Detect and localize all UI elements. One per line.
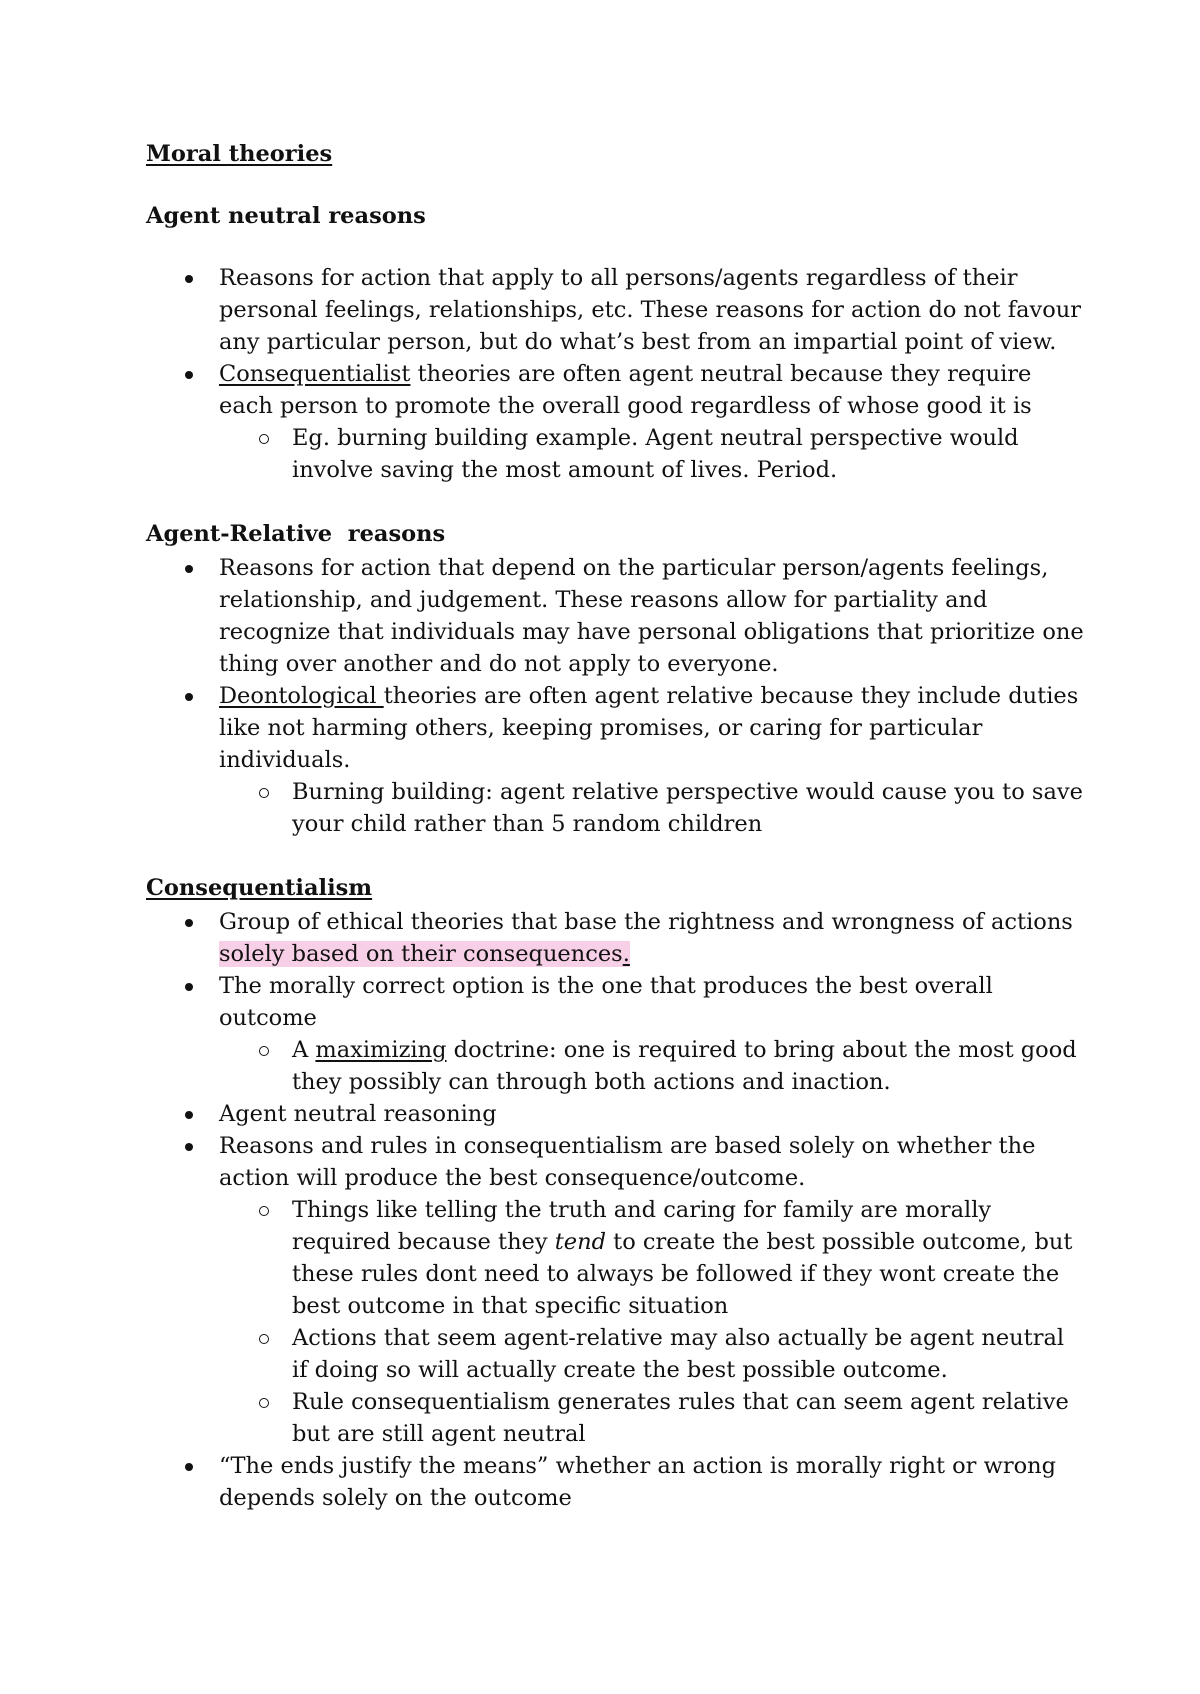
sub-bullet-text: Actions that seem agent-relative may also actually be agent neutral if doing so will actually create the best possible outcome. xyxy=(292,1325,1065,1383)
section-heading-consequentialism: Consequentialism xyxy=(146,875,373,901)
bullet-text: theories are often agent neutral because they require each person to promote the overall good regardless of whose good it is xyxy=(219,361,1032,419)
highlighted-text: solely based on their consequences xyxy=(219,941,623,967)
document-page xyxy=(146,138,1086,1514)
bullet-text: theories are often agent relative because they include duties like not harming others, keeping promises, or caring for particular individuals. xyxy=(219,683,1079,773)
bullet-text: Group of ethical theories that base the rightness and wrongness of actions xyxy=(219,909,1073,935)
sub-bullet-text: A xyxy=(292,1037,316,1063)
bullet-text: Agent neutral reasoning xyxy=(219,1101,497,1127)
sub-list xyxy=(219,1194,1086,1450)
bullet-text: Reasons and rules in consequentialism are based solely on whether the action will produce the best consequence/outcome. xyxy=(219,1133,1036,1191)
list-item xyxy=(146,358,1086,486)
sub-list-item xyxy=(219,1386,1086,1450)
list-item xyxy=(146,970,1086,1098)
list-item xyxy=(146,552,1086,680)
agent-relative-list xyxy=(146,552,1086,840)
sub-list-item xyxy=(219,1034,1086,1098)
sub-list xyxy=(219,422,1086,486)
bullet-text: Reasons for action that depend on the particular person/agents feelings, relationship, and judgement. These reasons allow for partiality and recognize that individuals may have personal obligations that prioritize one thing over another and do not apply to everyone. xyxy=(219,555,1084,677)
highlighted-period: . xyxy=(622,941,630,967)
sub-bullet-text: Rule consequentialism generates rules that can seem agent relative but are still agent neutral xyxy=(292,1389,1069,1447)
list-item xyxy=(146,1450,1086,1514)
list-item xyxy=(146,906,1086,970)
emphasis-tend: tend xyxy=(554,1229,607,1255)
sub-list-item xyxy=(219,1194,1086,1322)
term-maximizing: maximizing xyxy=(315,1037,447,1063)
bullet-text: Reasons for action that apply to all persons/agents regardless of their personal feelings, relationships, etc. These reasons for action do not favour any particular person, but do what’s best from an impartial point of view. xyxy=(219,265,1082,355)
list-item xyxy=(146,262,1086,358)
section-heading-agent-relative: Agent-Relative reasons xyxy=(146,521,446,547)
section-heading-agent-neutral: Agent neutral reasons xyxy=(146,203,426,229)
sub-bullet-text: to create the best possible outcome, but these rules dont need to always be followed if they wont create the best outcome in that specific situation xyxy=(292,1229,1073,1319)
document-title: Moral theories xyxy=(146,141,333,167)
sub-list xyxy=(219,1034,1086,1098)
sub-list-item xyxy=(219,776,1086,840)
list-item xyxy=(146,1098,1086,1130)
sub-list-item xyxy=(219,422,1086,486)
bullet-text: “The ends justify the means” whether an action is morally right or wrong depends solely on the outcome xyxy=(219,1453,1057,1511)
sub-bullet-text: Things like telling the truth and caring for family are morally required because they xyxy=(292,1197,992,1255)
sub-bullet-text: doctrine: one is required to bring about the most good they possibly can through both actions and inaction. xyxy=(292,1037,1077,1095)
sub-bullet-text: Eg. burning building example. Agent neutral perspective would involve saving the most amount of lives. Period. xyxy=(292,425,1019,483)
term-deontological: Deontological xyxy=(219,683,384,709)
term-consequentialist: Consequentialist xyxy=(219,361,411,387)
agent-neutral-list xyxy=(146,262,1086,486)
list-item xyxy=(146,1130,1086,1450)
bullet-text: The morally correct option is the one that produces the best overall outcome xyxy=(219,973,993,1031)
sub-bullet-text: Burning building: agent relative perspective would cause you to save your child rather than 5 random children xyxy=(292,779,1083,837)
consequentialism-list xyxy=(146,906,1086,1514)
sub-list xyxy=(219,776,1086,840)
sub-list-item xyxy=(219,1322,1086,1386)
list-item xyxy=(146,680,1086,840)
